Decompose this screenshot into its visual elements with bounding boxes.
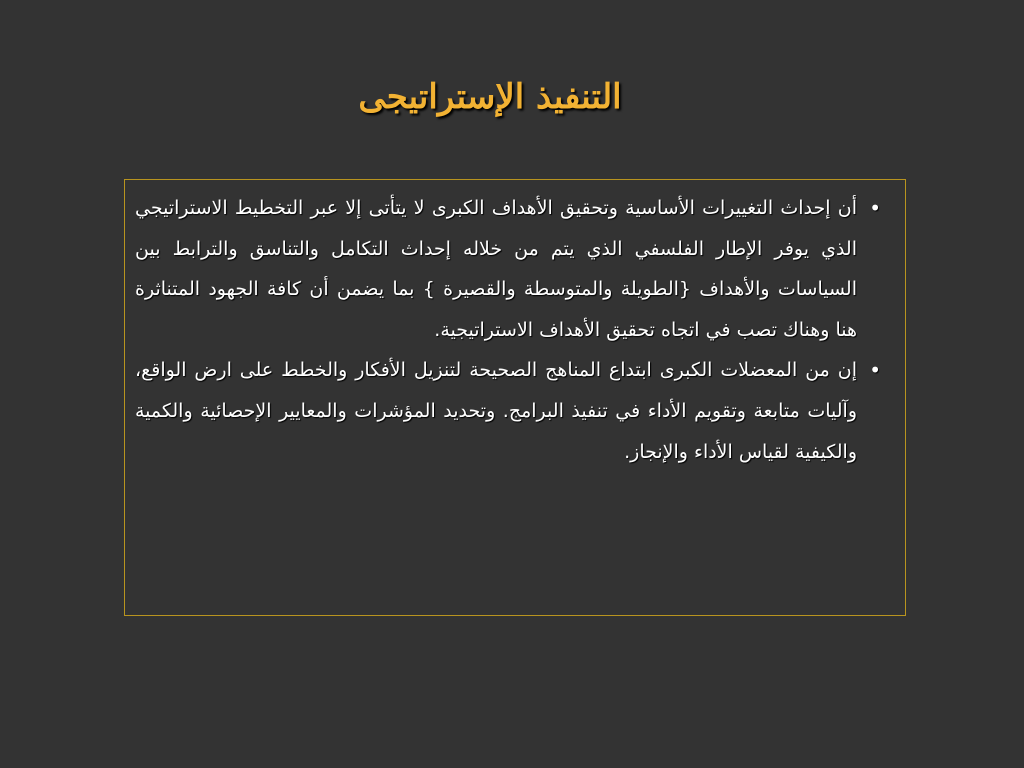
- bullet-text-2: إن من المعضلات الكبرى ابتداع المناهج الصحيحة لتنزيل الأفكار والخطط على ارض الواقع، وآليات متابعة وتقويم الأداء في تنفيذ البرامج. وتحديد المؤشرات والمعايير الإحصائية والكمية والكيفية لقياس الأداء والإنجاز.: [135, 359, 857, 463]
- content-box: [124, 179, 906, 616]
- slide-title: التنفيذ الإستراتيجى: [358, 77, 622, 117]
- bullet-item-1: [135, 188, 895, 350]
- bullet-item-2: [135, 350, 895, 472]
- bullet-dot-icon: •: [869, 358, 881, 383]
- bullet-text-1: أن إحداث التغييرات الأساسية وتحقيق الأهداف الكبرى لا يتأتى إلا عبر التخطيط الاستراتيجي الذي يوفر الإطار الفلسفي الذي يتم من خلاله إحداث التكامل والتناسق والترابط بين السياسات والأهداف {الطويلة والمتوسطة والقصيرة } بما يضمن أن كافة الجهود المتناثرة هنا وهناك تصب في اتجاه تحقيق الأهداف الاستراتيجية.: [135, 197, 857, 341]
- bullet-list: [135, 188, 895, 472]
- bullet-dot-icon: •: [869, 196, 881, 220]
